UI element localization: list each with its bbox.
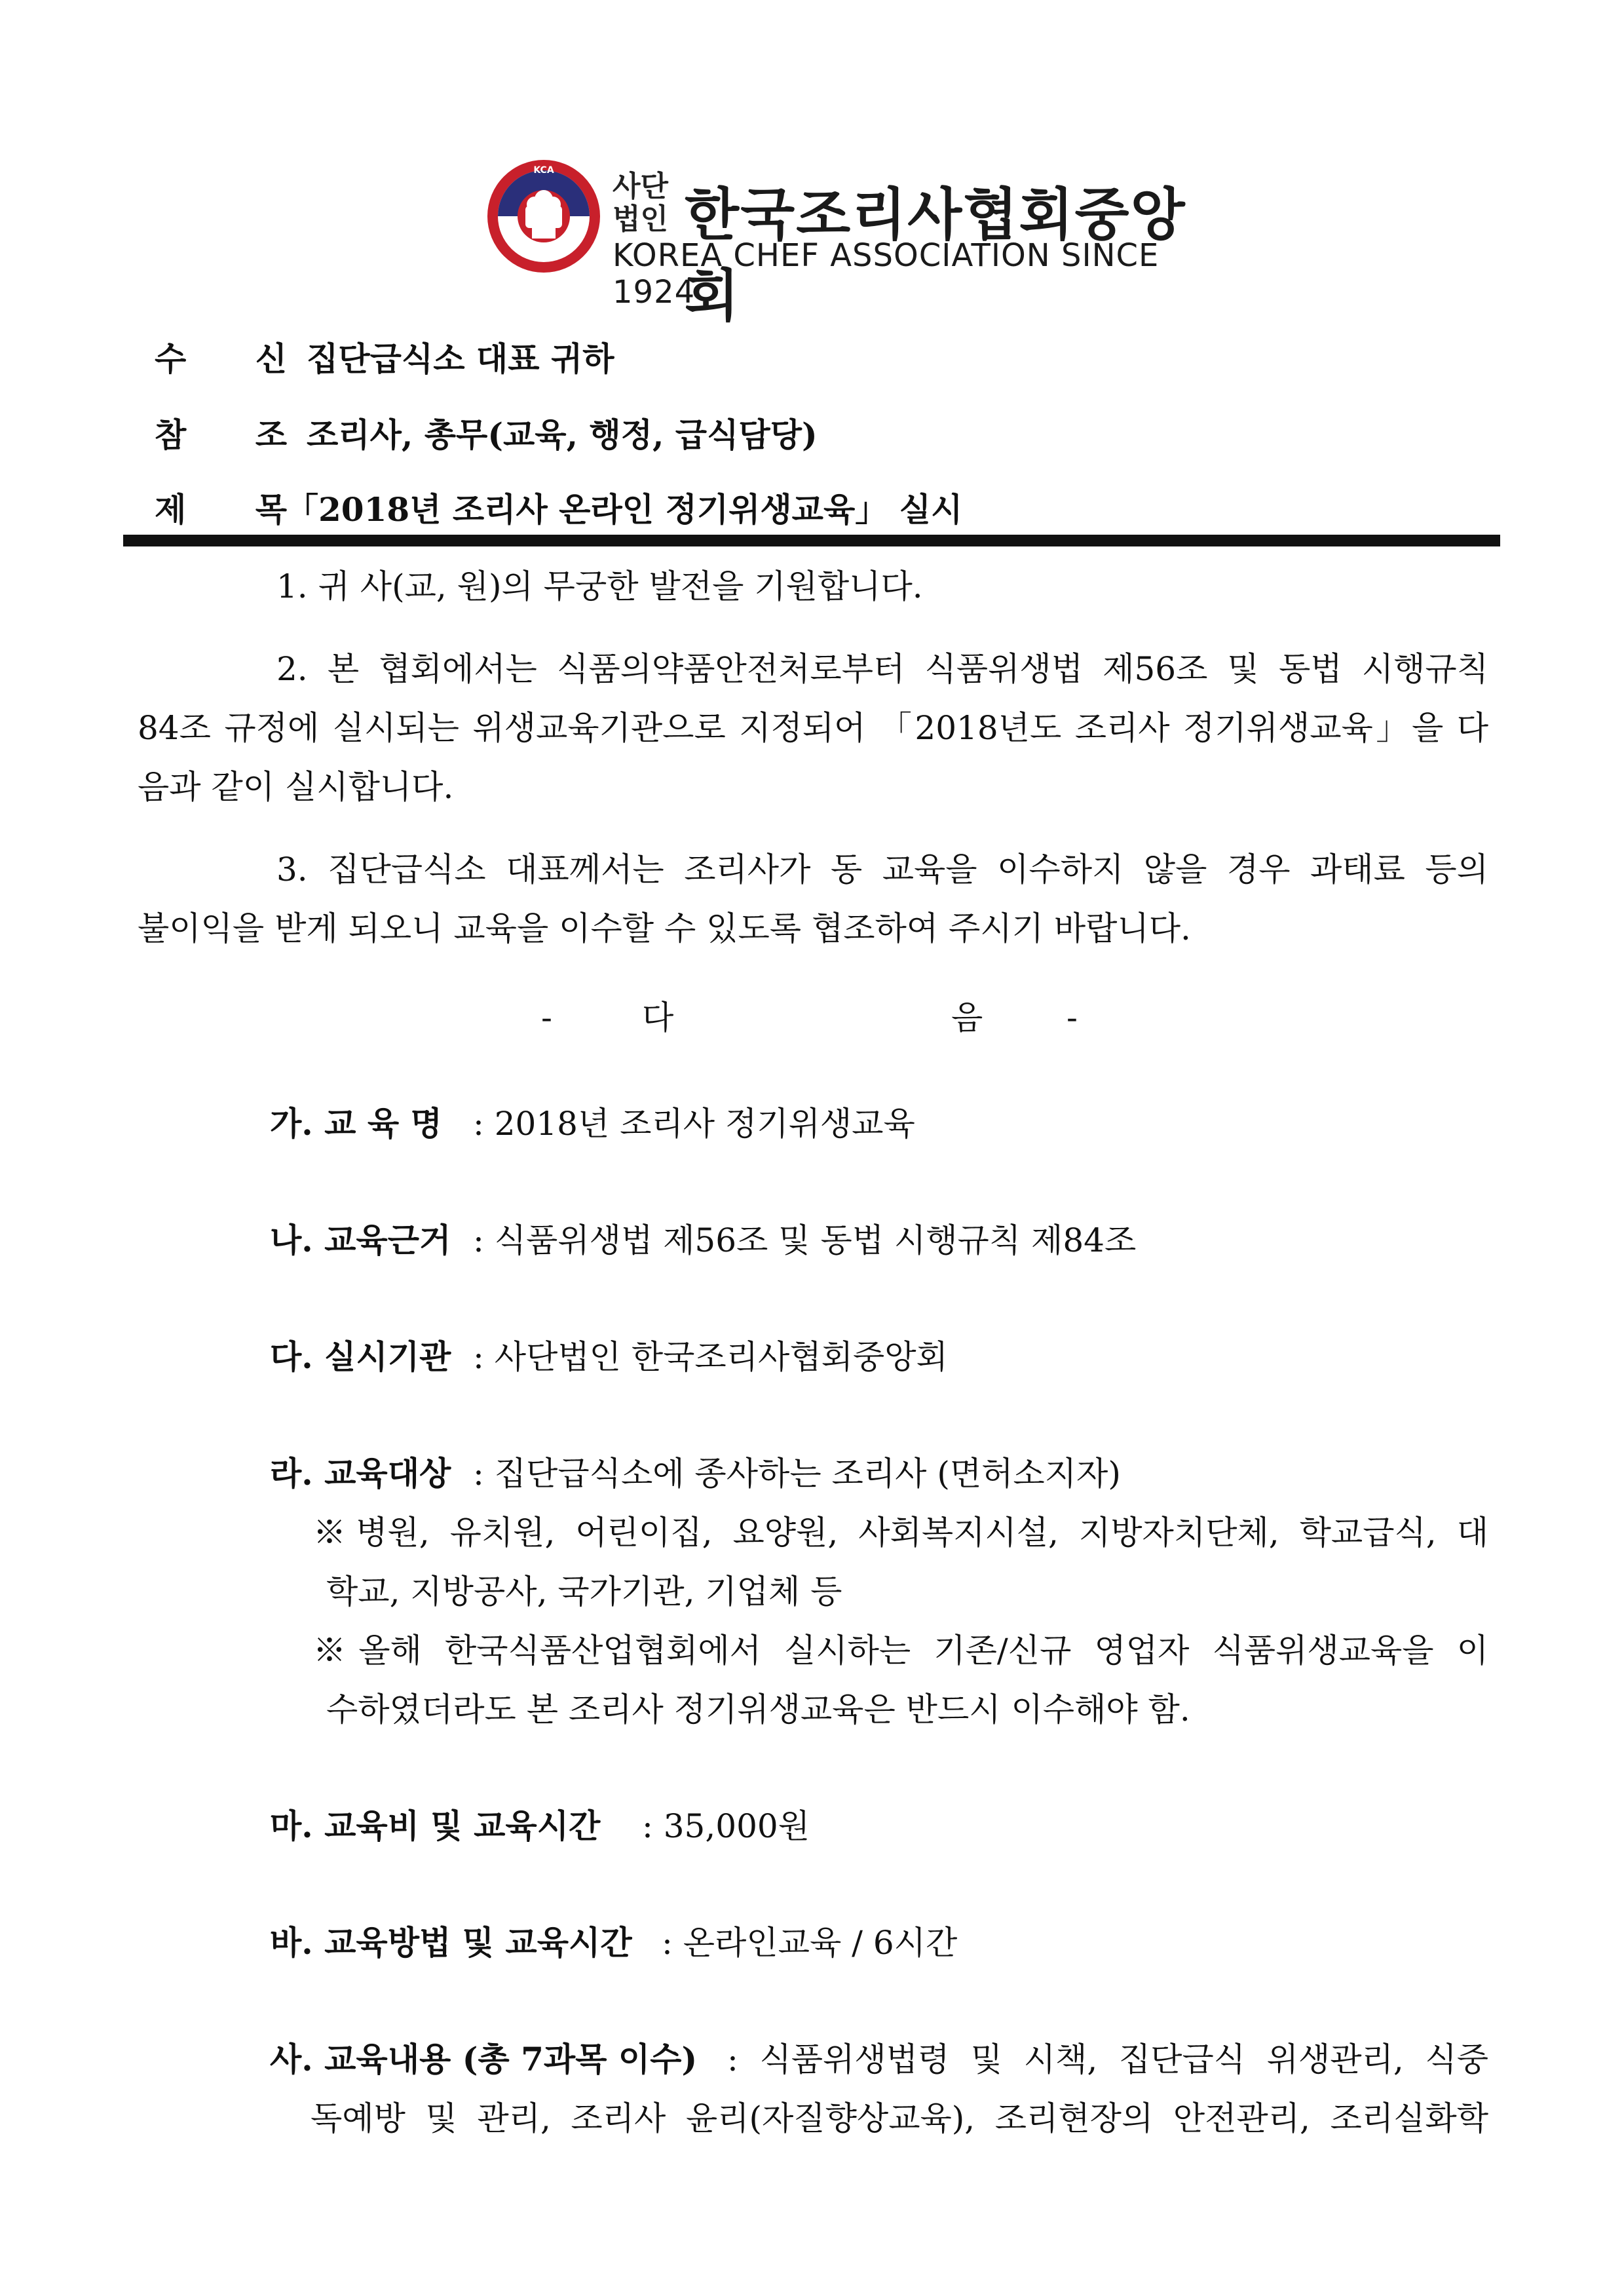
- item-da-value: : 사단법인 한국조리사협회중앙회: [473, 1338, 948, 1376]
- org-name: 한국조리사협회중앙회: [685, 182, 1186, 329]
- divider-char-1: 다: [642, 999, 674, 1037]
- item-sa-value: : 식품위생법령 및 시책, 집단급식 위생관리, 식중: [727, 2040, 1488, 2078]
- emblem-text: KCA: [533, 165, 554, 176]
- header-divider-rule: [123, 535, 1500, 546]
- item-da-label: 다. 실시기관: [270, 1337, 451, 1376]
- item-ma-label: 마. 교육비 및 교육시간: [270, 1807, 601, 1845]
- item-ma-value: : 35,000원: [642, 1807, 810, 1845]
- item-sa-line-2: 독예방 및 관리, 조리사 윤리(자질향상교육), 조리현장의 안전관리, 조리실화학: [311, 2099, 1488, 2137]
- item-na-value: : 식품위생법 제56조 및 동법 시행규칙 제84조: [473, 1221, 1137, 1259]
- item-ra-note-2-line-1: ※올해 한국식품산업협회에서 실시하는 기존/신규 영업자 식품위생교육을 이: [313, 1632, 1488, 1670]
- org-english-name: KOREA CHEF ASSOCIATION SINCE 1924: [613, 237, 1160, 311]
- paragraph-2-line-1: 2. 본 협회에서는 식품의약품안전처로부터 식품위생법 제56조 및 동법 시행규칙: [276, 650, 1488, 688]
- item-ra-note-1-line-2: 학교, 지방공사, 국가기관, 기업체 등: [326, 1573, 842, 1611]
- divider-dash-right: -: [1067, 999, 1078, 1037]
- subject-value: 「2018년 조리사 온라인 정기위생교육」 실시: [286, 490, 963, 529]
- item-ga-value: : 2018년 조리사 정기위생교육: [473, 1105, 915, 1143]
- item-ra-label: 라. 교육대상: [270, 1454, 451, 1493]
- item-na-label: 나. 교육근거: [270, 1221, 451, 1259]
- paragraph-3-line-2: 불이익을 받게 되오니 교육을 이수할 수 있도록 협조하여 주시기 바랍니다.: [138, 909, 1191, 947]
- item-ba-label: 바. 교육방법 및 교육시간: [270, 1923, 632, 1962]
- paragraph-1: 1. 귀 사(교, 원)의 무궁한 발전을 기원합니다.: [276, 567, 923, 605]
- association-logo: [485, 157, 1205, 329]
- item-ra-note-2-line-2: 수하였더라도 본 조리사 정기위생교육은 반드시 이수해야 함.: [326, 1691, 1190, 1729]
- item-ra-note-1-line-1: ※병원, 유치원, 어린이집, 요양원, 사회복지시설, 지방자치단체, 학교급식, 대: [313, 1514, 1488, 1552]
- recipient-value: 집단급식소 대표 귀하: [307, 339, 614, 378]
- subject-label: 제 목: [155, 490, 316, 529]
- paragraph-2-line-3: 음과 같이 실시합니다.: [138, 768, 454, 806]
- divider-dash-left: -: [541, 999, 552, 1037]
- item-ga-label: 가. 교 육 명: [270, 1104, 442, 1143]
- reference-label: 참 조: [155, 415, 316, 454]
- item-ba-value: : 온라인교육 / 6시간: [662, 1924, 958, 1962]
- item-ra-value: : 집단급식소에 종사하는 조리사 (면허소지자): [473, 1455, 1121, 1493]
- item-sa-label: 사. 교육내용 (총 7과목 이수): [270, 2040, 698, 2078]
- paragraph-3-line-1: 3. 집단급식소 대표께서는 조리사가 동 교육을 이수하지 않을 경우 과태료 등의: [276, 851, 1488, 889]
- kca-emblem-icon: [485, 157, 603, 275]
- divider-char-2: 음: [951, 999, 983, 1037]
- paragraph-2-line-2: 84조 규정에 실시되는 위생교육기관으로 지정되어 「2018년도 조리사 정기위생교육」을 다: [138, 709, 1488, 747]
- reference-value: 조리사, 총무(교육, 행정, 급식담당): [307, 415, 818, 454]
- recipient-label: 수 신: [155, 339, 316, 378]
- org-type-label: 사단 법인: [613, 170, 669, 236]
